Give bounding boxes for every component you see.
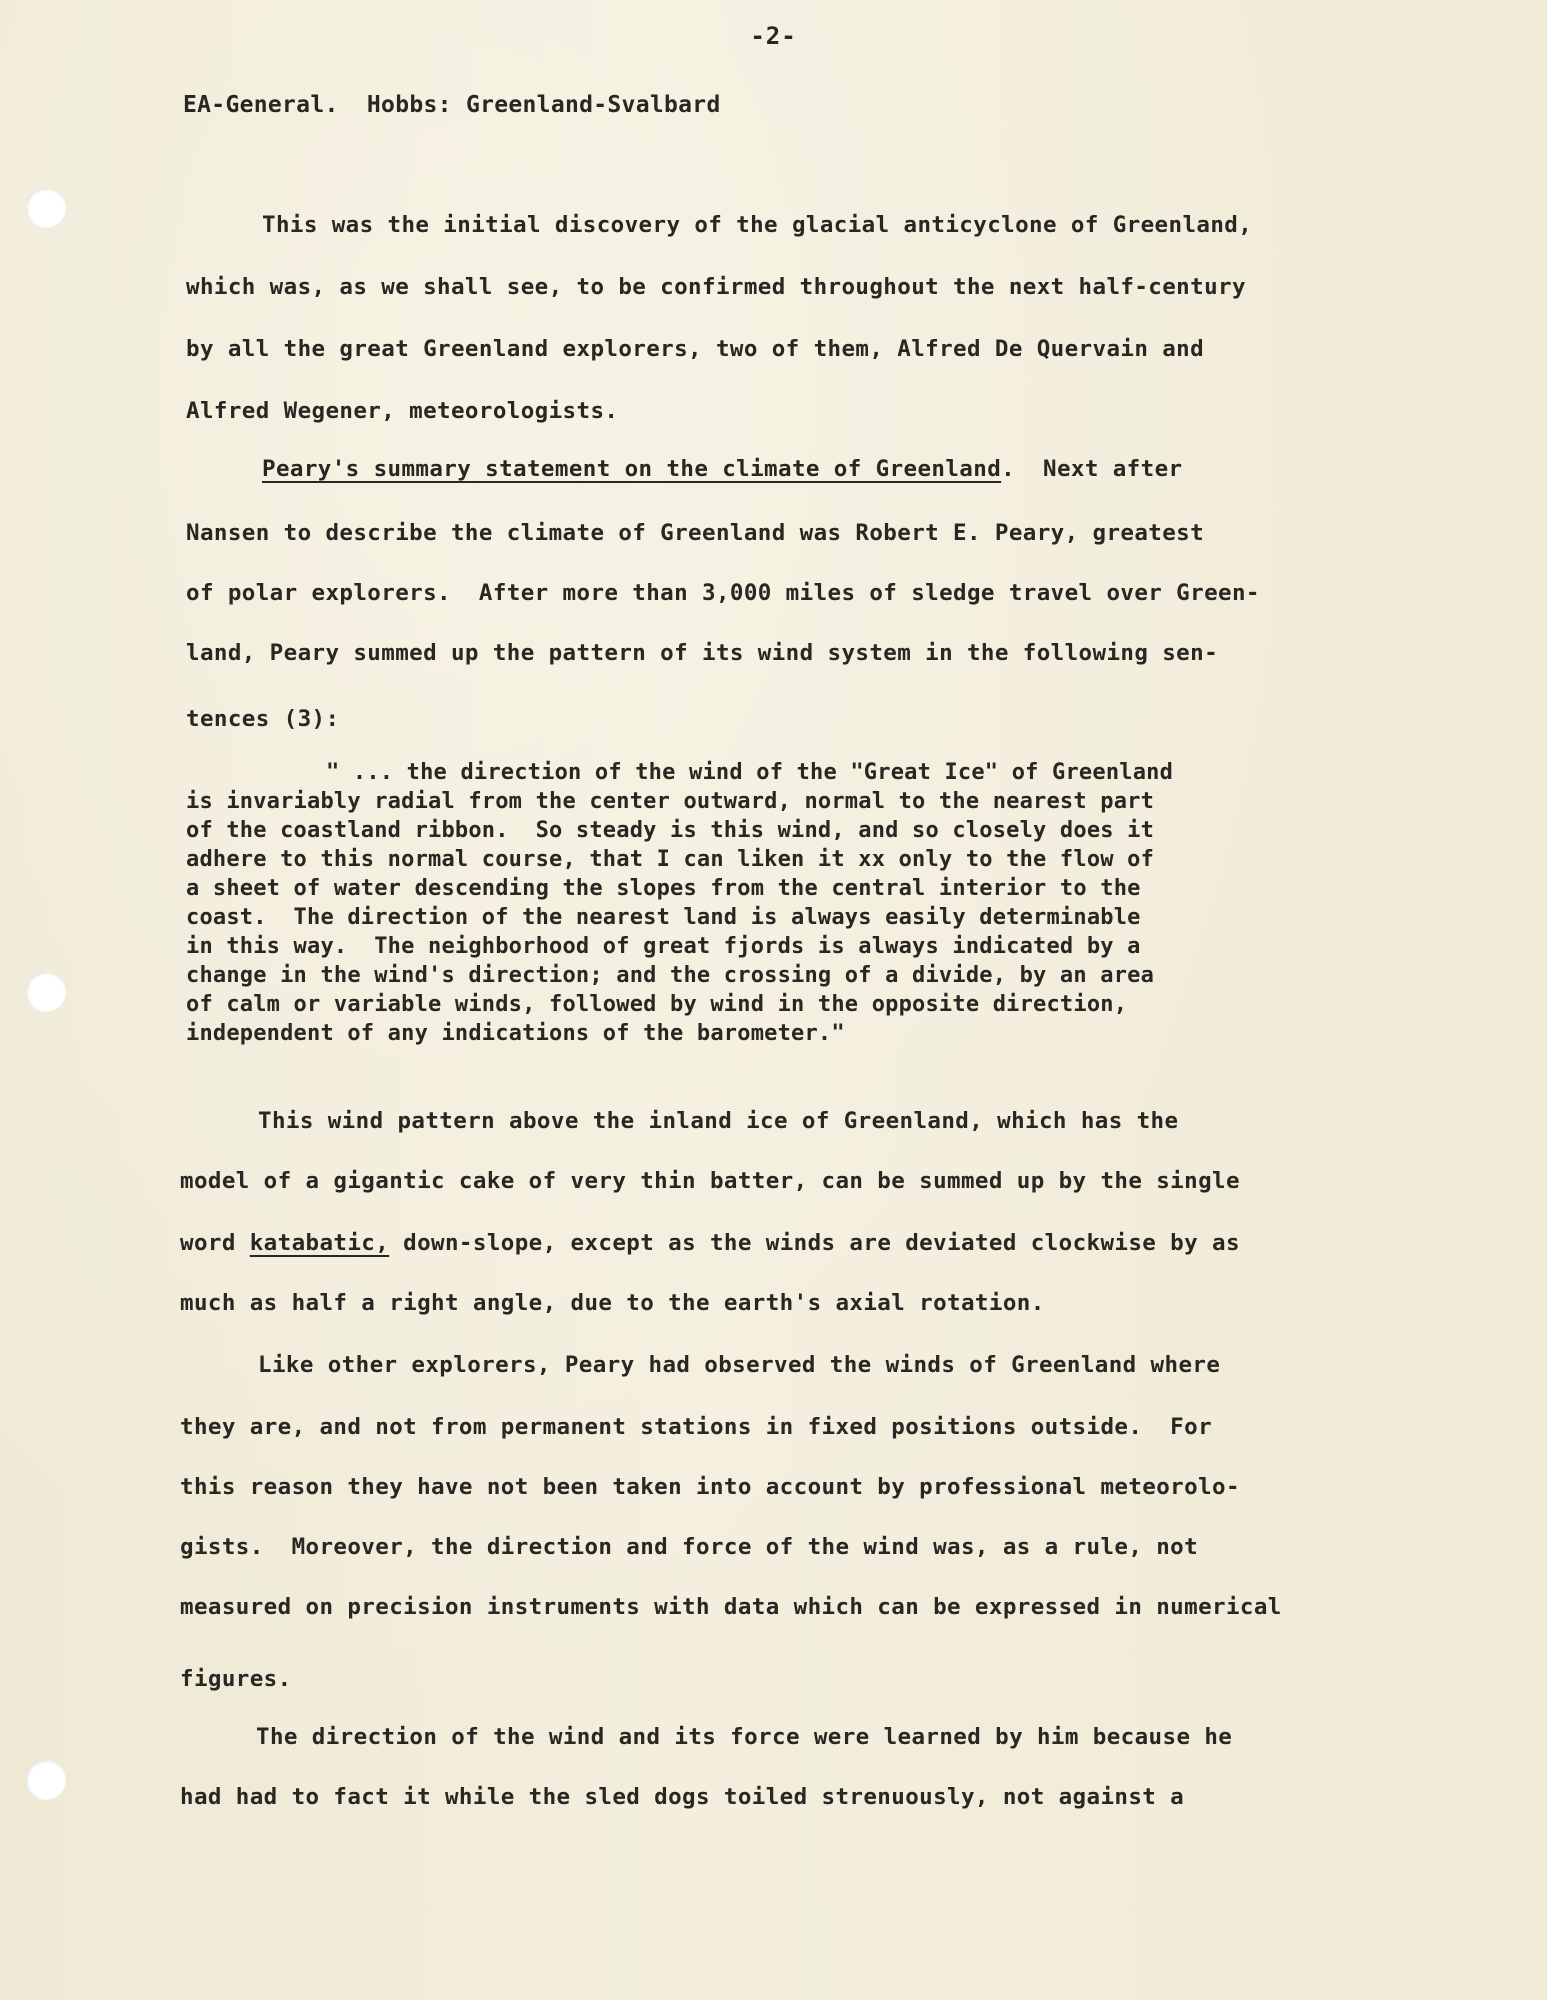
punch-hole-middle	[26, 972, 66, 1012]
paragraph-1-line: which was, as we shall see, to be confirmed throughout the next half-century	[186, 274, 1246, 300]
paragraph-1-line: by all the great Greenland explorers, two of them, Alfred De Quervain and	[186, 336, 1205, 362]
paragraph-2-line: tences (3):	[186, 706, 340, 732]
quote-line: is invariably radial from the center outward, normal to the nearest part	[186, 789, 1155, 814]
paragraph-2-line: land, Peary summed up the pattern of its wind system in the following sen-	[186, 640, 1219, 666]
page-number: -2-	[750, 22, 797, 50]
quote-line: independent of any indications of the barometer."	[186, 1021, 845, 1046]
paragraph-2-line: of polar explorers. After more than 3,000 miles of sledge travel over Green-	[186, 580, 1260, 606]
document-header: EA-General. Hobbs: Greenland-Svalbard	[183, 92, 721, 118]
paragraph-2-line: Nansen to describe the climate of Greenland was Robert E. Peary, greatest	[186, 520, 1205, 546]
quote-line: change in the wind's direction; and the crossing of a divide, by an area	[186, 963, 1155, 988]
paragraph-3-line: model of a gigantic cake of very thin batter, can be summed up by the single	[180, 1168, 1240, 1194]
quote-line: adhere to this normal course, that I can liken it xx only to the flow of	[186, 847, 1155, 872]
quote-line: in this way. The neighborhood of great fjords is always indicated by a	[186, 934, 1141, 959]
paragraph-4-line: Like other explorers, Peary had observed the winds of Greenland where	[258, 1352, 1221, 1378]
paragraph-5-line: had had to fact it while the sled dogs toiled strenuously, not against a	[180, 1784, 1185, 1810]
quote-line: of the coastland ribbon. So steady is this wind, and so closely does it	[186, 818, 1155, 843]
line-text: word	[180, 1230, 250, 1256]
heading-trailing-text: . Next after	[1001, 456, 1183, 482]
paragraph-3-line: much as half a right angle, due to the earth's axial rotation.	[180, 1290, 1045, 1316]
quote-line: " ... the direction of the wind of the "Great Ice" of Greenland	[326, 760, 1174, 785]
paragraph-2-first-line	[262, 456, 1182, 482]
punch-hole-bottom	[26, 1760, 66, 1800]
paragraph-4-line: gists. Moreover, the direction and force of the wind was, as a rule, not	[180, 1534, 1199, 1560]
quote-line: of calm or variable winds, followed by wind in the opposite direction,	[186, 992, 1128, 1017]
paragraph-1-line: Alfred Wegener, meteorologists.	[186, 398, 619, 424]
paragraph-5-line: The direction of the wind and its force were learned by him because he	[256, 1724, 1233, 1750]
line-text: down-slope, except as the winds are deviated clockwise by as	[389, 1230, 1240, 1256]
paragraph-3-line: This wind pattern above the inland ice of Greenland, which has the	[258, 1108, 1179, 1134]
paragraph-1-line: This was the initial discovery of the glacial anticyclone of Greenland,	[262, 212, 1253, 238]
paragraph-4-line: figures.	[180, 1666, 292, 1692]
quote-line: coast. The direction of the nearest land is always easily determinable	[186, 905, 1141, 930]
paragraph-4-line: they are, and not from permanent stations in fixed positions outside. For	[180, 1414, 1213, 1440]
paragraph-4-line: this reason they have not been taken into account by professional meteorolo-	[180, 1474, 1240, 1500]
quote-line: a sheet of water descending the slopes from the central interior to the	[186, 876, 1141, 901]
paragraph-4-line: measured on precision instruments with data which can be expressed in numerical	[180, 1594, 1282, 1620]
section-heading: Peary's summary statement on the climate of Greenland	[262, 456, 1002, 482]
punch-hole-top	[26, 188, 66, 228]
paragraph-3-line	[180, 1230, 1240, 1256]
underlined-term: katabatic,	[249, 1230, 390, 1256]
